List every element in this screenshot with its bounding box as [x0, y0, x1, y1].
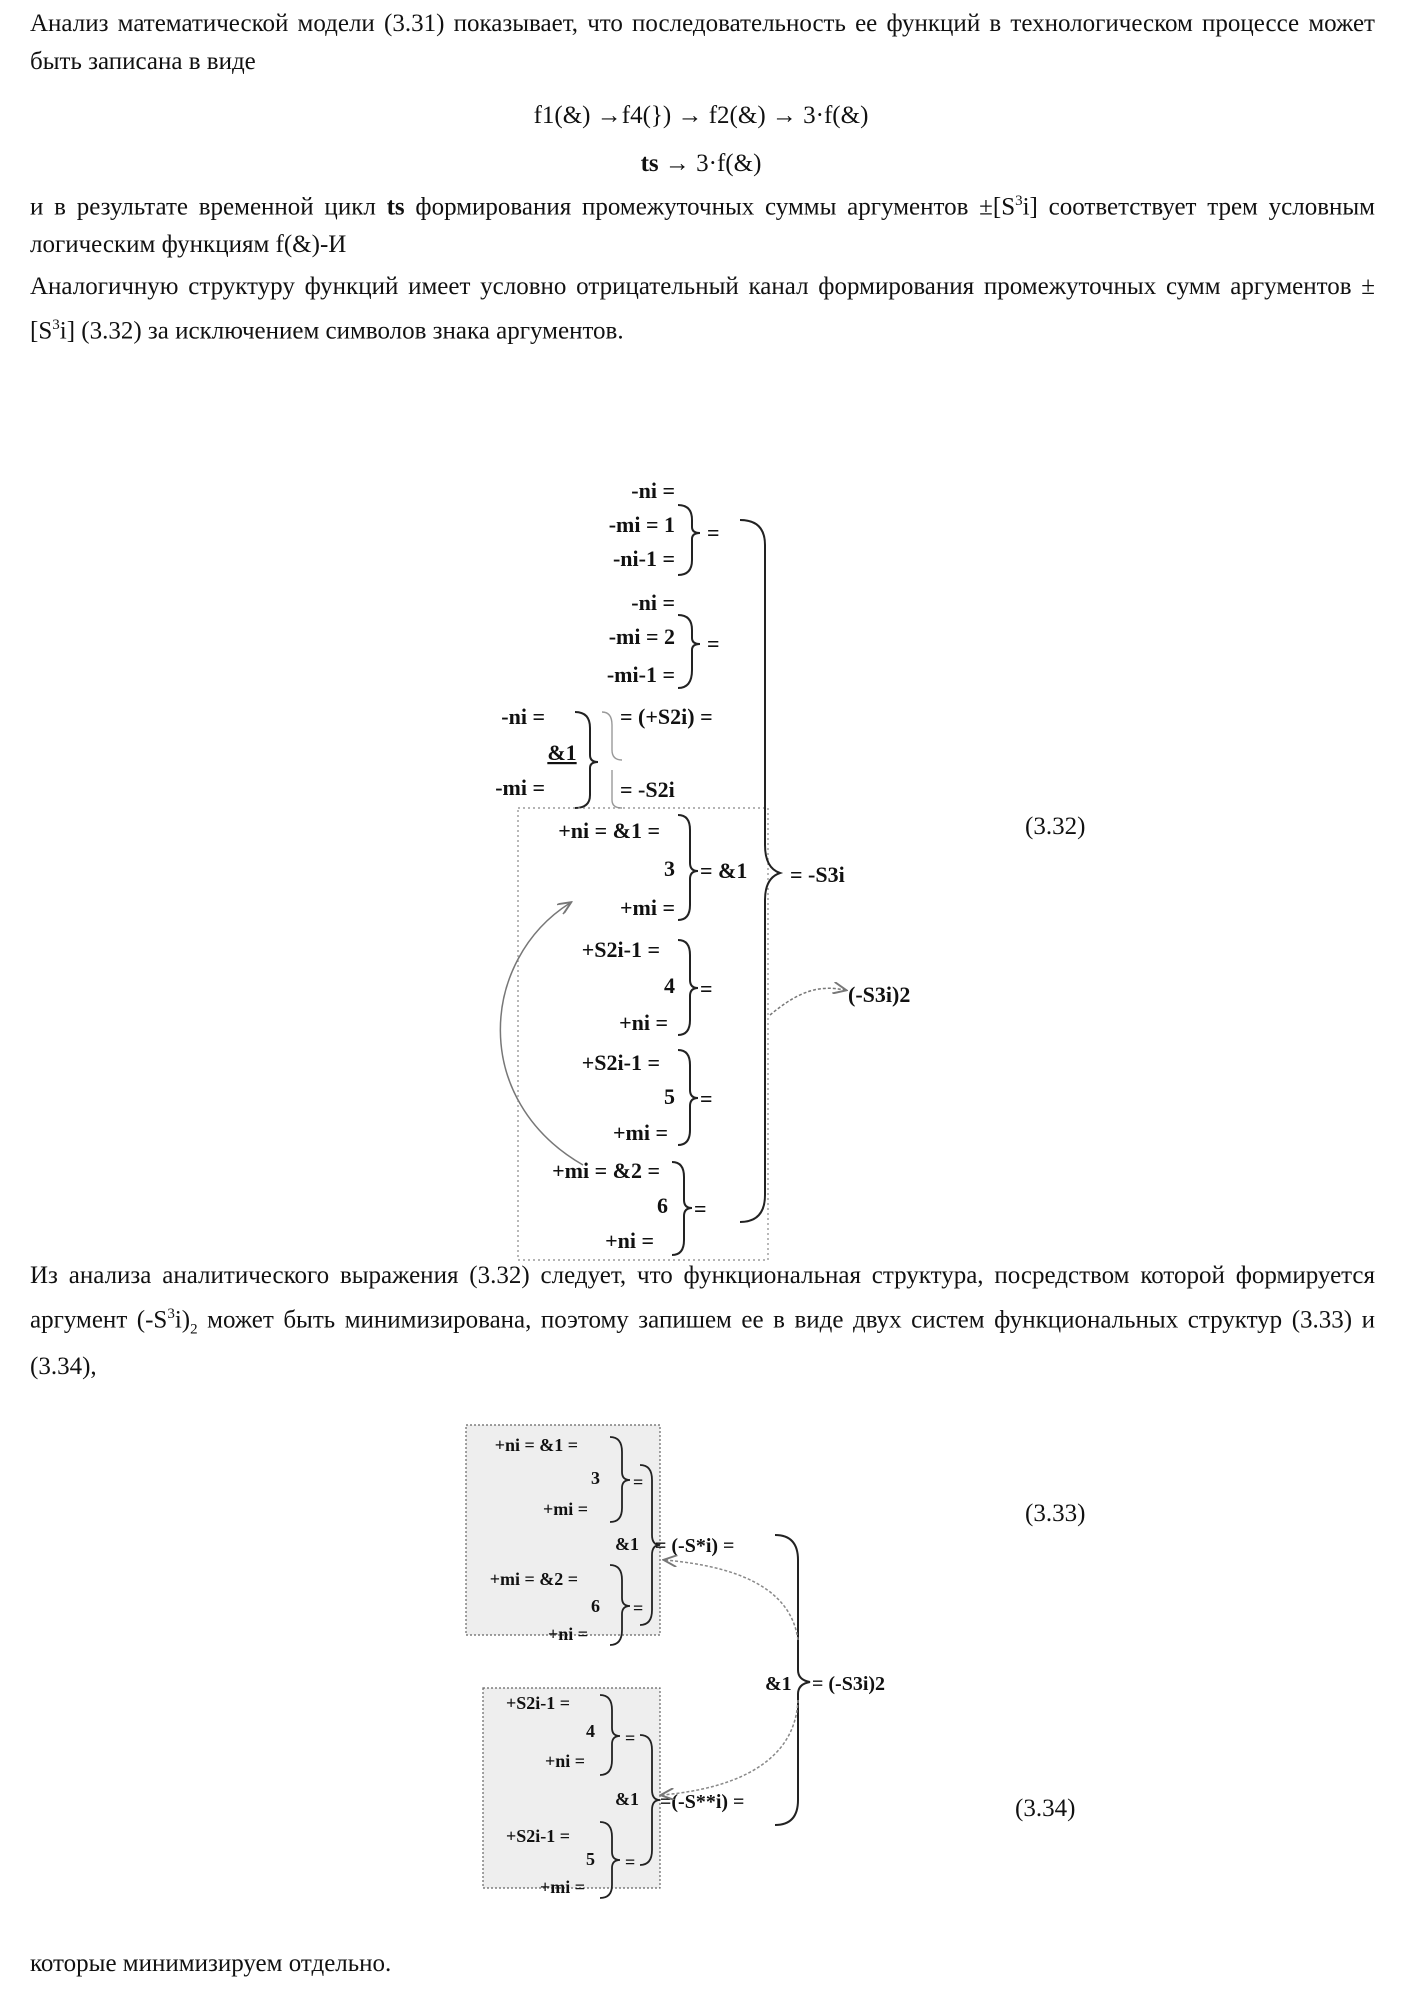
g2-eq: =	[707, 631, 720, 656]
paragraph-intro-text: Анализ математической модели (3.31) показывает, что последовательность ее функций в технологическом процессе может быть записана в виде	[30, 10, 1375, 75]
paragraph-analog-b: i	[60, 317, 67, 344]
g4-num: 4	[664, 973, 675, 998]
g2-line1: -ni =	[631, 590, 675, 615]
eq-number-333: (3.33)	[1025, 1500, 1085, 1528]
d334-top-2: 4	[586, 1721, 595, 1741]
arrow-to-333	[665, 1560, 798, 1640]
brace-g5	[678, 1050, 698, 1145]
box-333	[466, 1425, 660, 1635]
s2-minus: = -S2i	[620, 777, 675, 802]
g4-eq: =	[700, 976, 713, 1001]
paragraph-result-ts: ts	[387, 193, 405, 220]
arrow-to-334	[662, 1700, 798, 1795]
d334-and: &1	[615, 1789, 639, 1809]
brace-g1	[678, 505, 700, 575]
pair-line1: -ni =	[501, 704, 545, 729]
d334-top-3: +ni =	[545, 1751, 585, 1771]
d334-result: =(-S**i) =	[660, 1791, 744, 1813]
paragraph-analysis-sub: 2	[190, 1321, 198, 1337]
paragraph-analog-a: Аналогичную структуру функций имеет условно отрицательный канал формирования промежуточных сумм аргументов ±[S	[30, 273, 1375, 344]
g6-line3: +ni =	[605, 1228, 654, 1253]
g5-num: 5	[664, 1084, 675, 1109]
g5-line1: +S2i-1 =	[582, 1050, 660, 1075]
diagram-3-32	[495, 478, 910, 1260]
g6-num: 6	[657, 1193, 668, 1218]
brace-g4	[678, 940, 698, 1035]
d333-and: &1	[615, 1534, 639, 1554]
paragraph-result-c: i	[1023, 193, 1030, 220]
diagram-3-34	[483, 1688, 744, 1898]
diagram-3-33	[466, 1425, 734, 1645]
paragraph-analysis-c: )	[182, 1306, 190, 1333]
pair-and: &1	[547, 740, 576, 765]
d333-top-3: +mi =	[543, 1499, 588, 1519]
g2-line2: -mi = 2	[609, 624, 675, 649]
g3-num: 3	[664, 856, 675, 881]
d333-bot-2: 6	[591, 1596, 600, 1616]
combined-3-33-34	[662, 1535, 885, 1825]
g1-line1: -ni =	[631, 478, 675, 503]
paragraph-final	[30, 1945, 1375, 1983]
d333-top-2: 3	[591, 1468, 600, 1488]
paragraph-analog-c: ] (3.32) за исключением символов знака аргументов.	[67, 317, 624, 344]
formula-sequence-text: f1(&) →f4(}) → f2(&) → 3·f(&)	[534, 102, 869, 129]
combined-and: &1	[765, 1673, 792, 1695]
sup-3: 3	[167, 1306, 175, 1322]
g6-eq: =	[694, 1196, 707, 1221]
d333-result: = (-S*i) =	[655, 1535, 734, 1557]
paragraph-analysis-b: i	[175, 1306, 182, 1333]
g5-line3: +mi =	[613, 1120, 668, 1145]
combined-result: = (-S3i)2	[812, 1673, 885, 1695]
d334-eq-top: =	[625, 1728, 635, 1748]
brace-g2	[678, 615, 700, 688]
eq-number-332: (3.32)	[1025, 813, 1085, 841]
paragraph-analysis-e: может быть минимизирована, поэтому запишем ее в виде двух систем функциональных структур (3.33) и (3.34),	[30, 1306, 1375, 1380]
d333-bot-1: +mi = &2 =	[490, 1569, 578, 1589]
g1-line3: -ni-1 =	[613, 546, 675, 571]
d334-top-1: +S2i-1 =	[506, 1693, 570, 1713]
paragraph-result-a: и в результате временной цикл	[30, 193, 387, 220]
g2-line3: -mi-1 =	[607, 662, 675, 687]
out-result-332: (-S3i)2	[848, 982, 910, 1007]
pair-line3: -mi =	[495, 775, 545, 800]
paragraph-result-b: формирования промежуточных суммы аргументов ±[S	[405, 193, 1015, 220]
d334-bot-1: +S2i-1 =	[506, 1826, 570, 1846]
g5-eq: =	[700, 1086, 713, 1111]
g3-line1: +ni = &1 =	[558, 818, 660, 843]
paragraph-final-text: которые минимизируем отдельно.	[30, 1950, 391, 1977]
d333-eq-bot: =	[633, 1598, 643, 1618]
d334-bot-2: 5	[586, 1849, 595, 1869]
paragraph-result-d: ] соответствует трем условным логическим функциям f(&)-И	[30, 193, 1375, 258]
paragraph-analysis-a: Из анализа аналитического выражения (3.32) следует, что функциональная структура, посредством которой формируется аргумент (-S	[30, 1262, 1375, 1333]
eq-number-334: (3.34)	[1015, 1795, 1075, 1823]
formula-ts-rest: → 3·f(&)	[659, 150, 762, 177]
s2-plus: = (+S2i) =	[620, 704, 713, 729]
brace-g3	[678, 815, 698, 920]
g3-line3: +mi =	[620, 895, 675, 920]
loop-arrow-332	[500, 903, 583, 1165]
g1-eq: =	[707, 520, 720, 545]
g4-line3: +ni =	[619, 1010, 668, 1035]
paragraph-analysis	[30, 1257, 1375, 1386]
sup-3: 3	[1015, 193, 1023, 209]
d334-bot-3: +mi =	[540, 1877, 585, 1897]
d333-top-1: +ni = &1 =	[495, 1435, 578, 1455]
d333-bot-3: +ni =	[548, 1624, 588, 1644]
out-arrow-332	[770, 988, 845, 1015]
formula-ts-symbol: ts	[641, 150, 659, 177]
structure-diagrams	[0, 0, 1402, 1995]
bracket-light-1	[602, 712, 622, 760]
g6-line1: +mi = &2 =	[552, 1158, 660, 1183]
d334-eq-bot: =	[625, 1852, 635, 1872]
result-332: = -S3i	[790, 862, 845, 887]
g4-line1: +S2i-1 =	[582, 937, 660, 962]
brace-pair	[575, 712, 598, 808]
g3-and: = &1	[700, 858, 747, 883]
sup-3: 3	[52, 317, 60, 333]
brace-g6	[672, 1162, 692, 1255]
g1-line2: -mi = 1	[609, 512, 675, 537]
d333-eq-top: =	[633, 1472, 643, 1492]
